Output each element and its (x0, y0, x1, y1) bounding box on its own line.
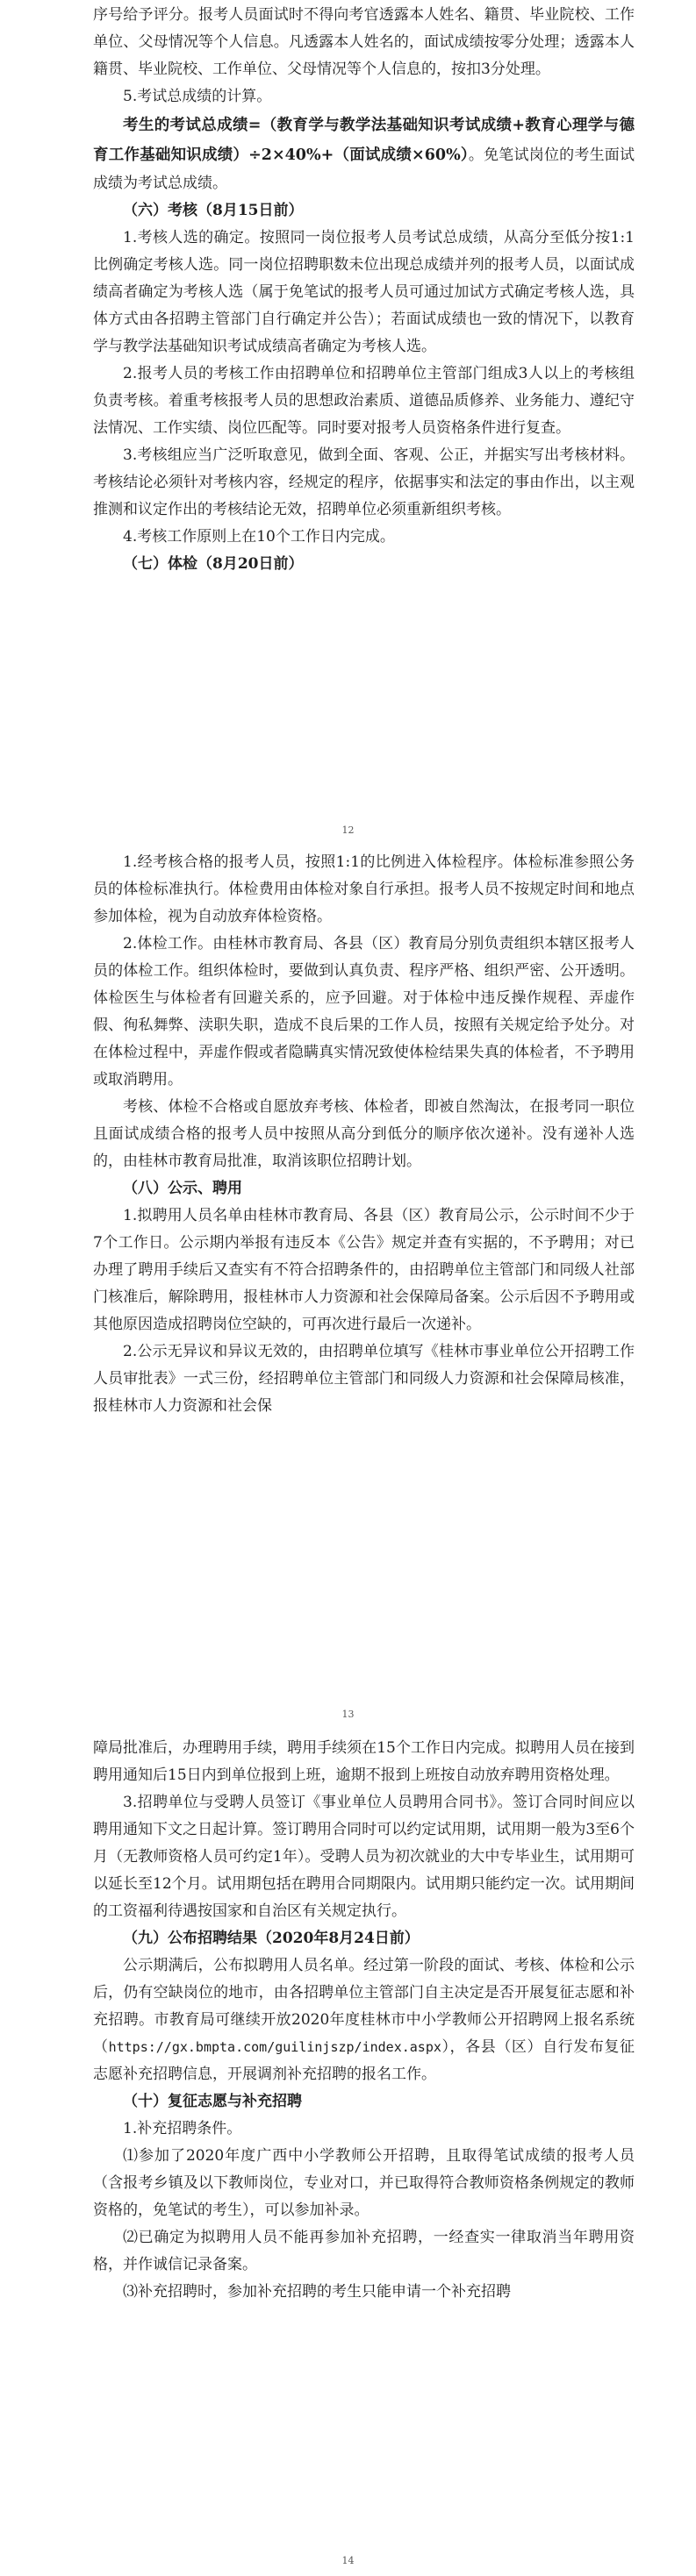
text-paragraph: 障局批准后，办理聘用手续，聘用手续须在15个工作日内完成。拟聘用人员在接到聘用通知后15日内到单位报到上班，逾期不报到上班按自动放弃聘用资格处理。 (93, 1739, 635, 1784)
text-segment: ），各县（区）自行发布复征志愿补充招聘信息，开展调剂补充招聘的报名工作。 (93, 2038, 635, 2083)
text-paragraph: 3.考核组应当广泛听取意见，做到全面、客观、公正，并据实写出考核材料。考核结论必须针对考核内容，经规定的程序，依据事实和法定的事由作出，以主观推测和议定作出的考核结论无效，招聘单位必须重新组织考核。 (93, 446, 635, 518)
formula-tail: 。免笔试岗位的考生面试成绩为考试总成绩。 (93, 146, 635, 192)
text-paragraph (93, 1952, 635, 2088)
text-paragraph: 1.补充招聘条件。 (123, 2120, 242, 2137)
list-item: ⑴参加了2020年度广西中小学教师公开招聘，且取得笔试成绩的报考人员（含报考乡镇及以下教师岗位，专业对口，并已取得符合教师资格条例规定的教师资格的，免笔试的考生），可以参加补录。 (93, 2147, 635, 2219)
section-heading-6: （六）考核（8月15日前） (123, 202, 304, 219)
section-heading-9: （九）公布招聘结果（2020年8月24日前） (123, 1930, 420, 1947)
text-paragraph: 1.拟聘用人员名单由桂林市教育局、各县（区）教育局公示，公示时间不少于7个工作日。公示期内举报有违反本《公告》规定并查有实据的，不予聘用；对已办理了聘用手续后又查实有不符合招聘条件的，由招聘单位主管部门和同级人社部门核准后，解除聘用，报桂林市人力资源和社会保障局备案。公示后因不予聘用或其他原因造成招聘岗位空缺的，可再次进行最后一次递补。 (93, 1207, 635, 1333)
page-number: 14 (341, 2555, 355, 2566)
registration-url: https://gx.bmpta.com/guilinjszp/index.aspx (108, 2039, 441, 2055)
text-paragraph: 考核、体检不合格或自愿放弃考核、体检者，即被自然淘汰，在报考同一职位且面试成绩合格的报考人员中按照从高分到低分的顺序依次递补。没有递补人选的，由桂林市教育局批准，取消该职位招聘计划。 (93, 1098, 635, 1170)
total-score-formula (93, 111, 635, 197)
text-paragraph: 序号给予评分。报考人员面试时不得向考官透露本人姓名、籍贯、毕业院校、工作单位、父母情况等个人信息。凡透露本人姓名的，面试成绩按零分处理；透露本人籍贯、毕业院校、工作单位、父母情况等个人信息的，按扣3分处理。 (93, 6, 635, 78)
text-paragraph: 2.体检工作。由桂林市教育局、各县（区）教育局分别负责组织本辖区报考人员的体检工作。组织体检时，要做到认真负责、程序严格、组织严密、公开透明。体检医生与体检者有回避关系的，应予回避。对于体检中违反操作规程、弄虚作假、徇私舞弊、渎职失职，造成不良后果的工作人员，按照有关规定给予处分。对在体检过程中，弄虚作假或者隐瞒真实情况致使体检结果失真的体检者，不予聘用或取消聘用。 (93, 935, 635, 1088)
list-item: ⑵已确定为拟聘用人员不能再参加补充招聘，一经查实一律取消当年聘用资格，并作诚信记录备案。 (93, 2229, 635, 2273)
page-number: 12 (341, 824, 355, 836)
text-paragraph: 3.招聘单位与受聘人员签订《事业单位人员聘用合同书》。签订合同时间应以聘用通知下文之日起计算。签订聘用合同时可以约定试用期，试用期一般为3至6个月（无教师资格人员可约定1年）。受聘人员为初次就业的大中专毕业生，试用期可以延长至12个月。试用期包括在聘用合同期限内。试用期只能约定一次。试用期间的工资福利待遇按国家和自治区有关规定执行。 (93, 1794, 635, 1920)
text-paragraph: 4.考核工作原则上在10个工作日内完成。 (123, 528, 395, 546)
text-paragraph: 1.经考核合格的报考人员，按照1:1的比例进入体检程序。体检标准参照公务员的体检标准执行。体检费用由体检对象自行承担。报考人员不按规定时间和地点参加体检，视为自动放弃体检资格。 (93, 853, 635, 925)
section-heading-10: （十）复征志愿与补充招聘 (123, 2093, 302, 2110)
text-paragraph: 2.公示无异议和异议无效的，由招聘单位填写《桂林市事业单位公开招聘工作人员审批表》一式三份，经招聘单位主管部门和同级人力资源和社会保障局核准，报桂林市人力资源和社会保 (93, 1343, 635, 1415)
page-12 (0, 0, 696, 836)
text-paragraph: 2.报考人员的考核工作由招聘单位和招聘单位主管部门组成3人以上的考核组负责考核。着重考核报考人员的思想政治素质、道德品质修养、业务能力、遵纪守法情况、工作实绩、岗位匹配等。同时要对报考人员资格条件进行复查。 (93, 365, 635, 437)
section-heading-7: （七）体检（8月20日前） (123, 555, 304, 573)
section-heading-8: （八）公示、聘用 (123, 1180, 242, 1197)
page-13 (0, 831, 696, 1720)
text-segment: 公示期满后，公布拟聘用人员名单。经过第一阶段的面试、考核、体检和公示后，仍有空缺岗位的地市，由各招聘单位主管部门自主决定是否开展复征志愿和补充招聘。市教育局可继续开放2020年度桂林市中小学教师公开招聘网上报名系统（ (93, 1957, 635, 2056)
list-item: ⑶补充招聘时，参加补充招聘的考生只能申请一个补充招聘 (123, 2283, 511, 2301)
formula-text: 考生的考试总成绩=（教育学与教学法基础知识考试成绩+教育心理学与德育工作基础知识成绩）÷2×40%+（面试成绩×60%） (93, 117, 635, 164)
text-paragraph: 1.考核人选的确定。按照同一岗位报考人员考试总成绩，从高分至低分按1:1比例确定考核人选。同一岗位招聘职数未位出现总成绩并列的报考人员，以面试成绩高者确定为考核人选（属于免笔试的报考人员可通过加试方式确定考核人选，具体方式由各招聘主管部门自行确定并公告）；若面试成绩也一致的情况下，以教育学与教学法基础知识考试成绩高者确定为考核人选。 (93, 229, 635, 355)
text-paragraph: 5.考试总成绩的计算。 (123, 88, 272, 105)
page-14 (0, 1735, 696, 2576)
page-number: 13 (341, 1709, 355, 1720)
